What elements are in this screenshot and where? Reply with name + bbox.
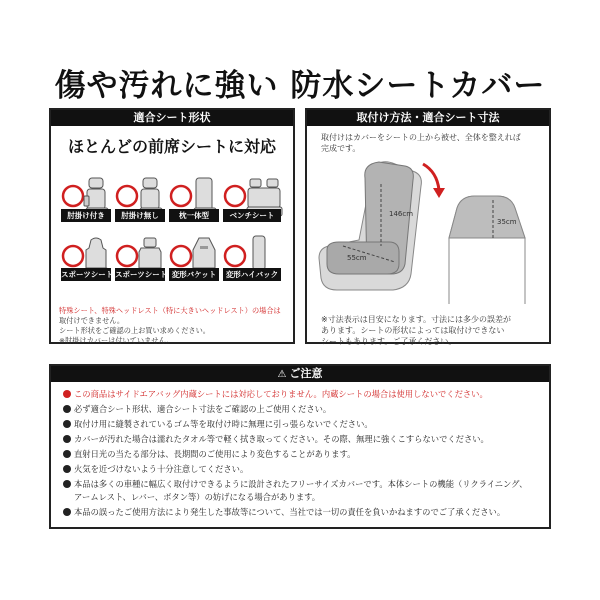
install-intro-line: 取付けはカバーをシートの上から被せ、全体を整えれば [321, 133, 521, 142]
dim-height-label: 146cm [389, 210, 414, 218]
note-line: 取付けできません。 [59, 316, 125, 325]
seat-type-label: 肘掛け付き [61, 209, 111, 222]
dim-back-label: 35cm [497, 218, 517, 226]
caution-item: 本品は多くの車種に幅広く取付けできるように設計されたフリーサイズカバーです。本体シートの機能（リクライニング、 [63, 478, 527, 490]
caution-item: 本品の誤ったご使用方法により発生した事故等について、当社では一切の責任を負いかねますのでご了承ください。 [63, 506, 505, 518]
caution-item: カバーが汚れた場合は濡れたタオル等で軽く拭き取ってください。その際、無理に強くこすらないでください。 [63, 433, 489, 445]
compatible-seat-header: 適合シート形状 [51, 110, 293, 126]
caution-item: 直射日光の当たる部分は、長期間のご使用により変色することがあります。 [63, 448, 355, 460]
seat-type-label: スポーツシート [115, 270, 168, 279]
dimension-note-line: ※寸法表示は目安になります。寸法には多少の誤差が [321, 315, 512, 324]
installation-panel [305, 108, 551, 344]
caution-item-continuation: アームレスト、レバー、ボタン等）の妨げになる場合があります。 [74, 492, 321, 502]
seat-type-label: 変形バケット [169, 268, 219, 281]
install-intro-line: 完成です。 [321, 144, 361, 153]
seat-type-label: 枕一体型 [169, 209, 219, 222]
seat-type-label: 肘掛け無し [115, 209, 165, 222]
seat-dimension-diagram [307, 154, 549, 304]
seat-type-label: スポーツシート [61, 270, 114, 279]
compatible-subtitle: ほとんどの前席シートに対応 [67, 137, 276, 156]
dimension-note-line: あります。シートの形状によっては取付けできない [321, 326, 505, 335]
compatible-seat-panel [49, 108, 295, 344]
caution-header: ⚠ ご注意 [51, 366, 549, 382]
seat-type-label: ベンチシート [223, 209, 281, 222]
warning-icon: ⚠ [277, 369, 287, 380]
caution-item: 火気を近づけないよう十分注意してください。 [63, 463, 248, 475]
special-seat-note: 特殊シート、特殊ヘッドレスト（特に大きいヘッドレスト）の場合は [59, 306, 281, 315]
note-line: ※肘掛けカバーは付いていません。 [59, 336, 174, 345]
dimension-note-line: シートもあります。ご了承ください。 [321, 337, 457, 346]
caution-item: この商品はサイドエアバッグ内蔵シートには対応しておりません。内蔵シートの場合は使用しないでください。 [63, 388, 488, 400]
note-line: シート形状をご確認の上お買い求めください。 [59, 326, 210, 335]
direction-arrow-icon [423, 164, 439, 190]
installation-header: 取付け方法・適合シート寸法 [307, 110, 549, 126]
caution-panel [49, 364, 551, 529]
dim-width-label: 55cm [347, 254, 367, 262]
caution-item: 取付け用に縫製されているゴム等を取付け時に無理に引っ張らないでください。 [63, 418, 373, 430]
seat-type-label: 変形ハイバック [223, 268, 281, 281]
caution-item: 必ず適合シート形状、適合シート寸法をご確認の上ご使用ください。 [63, 403, 331, 415]
page-title: 傷や汚れに強い 防水シートカバー [54, 68, 546, 104]
